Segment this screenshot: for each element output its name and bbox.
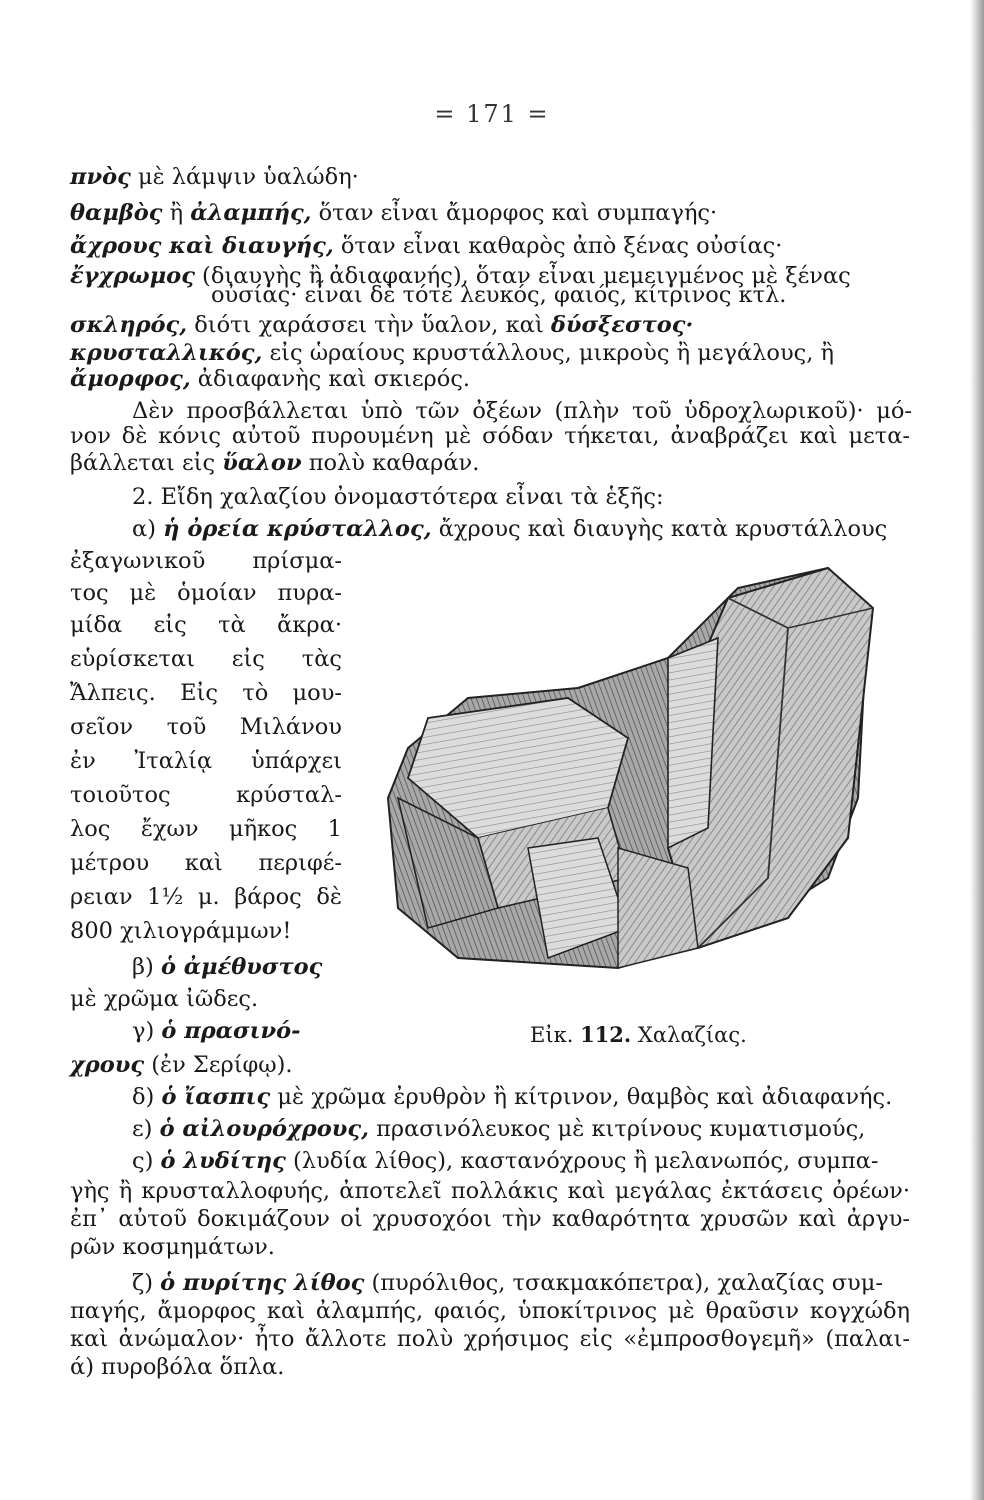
text-line: τος μὲ ὁμοίαν πυρα-: [70, 580, 342, 606]
text: μὲ χρῶμα ἐρυθρὸν ἢ κίτρινον, θαμβὸς καὶ ἀδιαφανής.: [270, 1084, 893, 1110]
text-line: [70, 1050, 293, 1080]
text-line: [132, 514, 887, 544]
text: μὲ λάμψιν ὑαλώδη·: [130, 164, 359, 190]
text-line: ρῶν κοσμημάτων.: [70, 1234, 275, 1260]
term: ἄχρους καὶ διαυγής,: [70, 233, 334, 259]
text-line: [132, 1114, 865, 1144]
text: (λυδία λίθος), καστανόχρους ἢ μελανωπός, συμπα-: [285, 1148, 879, 1174]
term: ἀλαμπής,: [190, 200, 312, 226]
text: ς): [132, 1148, 161, 1174]
text: πολὺ καθαράν.: [301, 450, 480, 476]
text-line: [70, 198, 717, 228]
text: βάλλεται εἰς: [70, 450, 223, 476]
term: ἔγχρωμος: [70, 263, 195, 289]
text: ὅταν εἶναι καθαρὸς ἀπὸ ξένας οὐσίας·: [333, 233, 783, 259]
text: πρασινόλευκος μὲ κιτρίνους κυματισμούς,: [368, 1116, 866, 1142]
text: ε): [132, 1116, 160, 1142]
term: ὁ πρασινό-: [161, 1018, 301, 1044]
term: χρους: [70, 1052, 145, 1078]
term: σκληρός,: [70, 312, 188, 338]
page-number: = 171 =: [434, 100, 550, 128]
caption-prefix: Εἰκ.: [530, 1023, 574, 1047]
text-line: Δὲν προσβάλλεται ὑπὸ τῶν ὀξέων (πλὴν τοῦ ὑδροχλωρικοῦ)· μό-: [132, 398, 912, 424]
term: ἄμορφος,: [70, 366, 191, 392]
term: ὁ ἴασπις: [161, 1084, 271, 1110]
text: ἀδιαφανὴς καὶ σκιερός.: [190, 366, 471, 392]
term: δύσξεστος·: [550, 312, 694, 338]
text: δ): [132, 1084, 162, 1110]
text: (πυρόλιθος, τσακμακόπετρα), χαλαζίας συμ-: [364, 1270, 883, 1296]
text-line: [132, 952, 322, 982]
text-line: [132, 1082, 892, 1112]
text: ὅταν εἶναι ἄμορφος καὶ συμπαγής·: [311, 200, 718, 226]
text-line: τοιοῦτος κρύσταλ-: [70, 782, 342, 808]
text-line: ἐπ᾽ αὐτοῦ δοκιμάζουν οἱ χρυσοχόοι τὴν καθαρότητα χρυσῶν καὶ ἀργυ-: [70, 1206, 910, 1232]
text-line: ἐν Ἰταλίᾳ ὑπάρχει: [70, 748, 342, 774]
text-line: παγής, ἄμορφος καὶ ἀλαμπής, φαιός, ὑποκίτρινος μὲ θραῦσιν κογχώδη: [70, 1298, 910, 1324]
term: ὁ αἰλουρόχρους,: [159, 1116, 369, 1142]
text-line: [132, 1268, 883, 1298]
text-line: [70, 364, 470, 394]
text-line: ά) πυροβόλα ὅπλα.: [70, 1354, 285, 1380]
text-line: λος ἔχων μῆκος 1: [70, 816, 342, 842]
text: ἄχρους καὶ διαυγὴς κατὰ κρυστάλλους: [431, 516, 888, 542]
text-line: εὑρίσκεται εἰς τὰς: [70, 646, 342, 672]
text-line: 800 χιλιογράμμων!: [70, 918, 292, 944]
term: ἡ ὀρεία κρύσταλλος,: [163, 516, 432, 542]
text: α): [132, 516, 164, 542]
quartz-crystal-illustration: [368, 548, 880, 984]
text-line: καὶ ἀνώμαλον· ἦτο ἄλλοτε πολὺ χρήσιμος εἰς «ἐμπροσθογεμῆ» (παλαι-: [70, 1326, 910, 1352]
text-line: νον δὲ κόνις αὐτοῦ πυρουμένη μὲ σόδαν τήκεται, ἀναβράζει καὶ μετα-: [70, 423, 910, 449]
text-line: 2. Εἴδη χαλαζίου ὀνομαστότερα εἶναι τὰ ἑξῆς:: [132, 484, 664, 510]
text-line: [132, 1016, 300, 1046]
text-line: [70, 448, 479, 478]
text-line: σεῖον τοῦ Μιλάνου: [70, 714, 342, 740]
text: ἢ: [162, 200, 191, 226]
text: εἰς ὡραίους κρυστάλλους, μικροὺς ἢ μεγάλους, ἢ: [262, 340, 835, 366]
text-line: [70, 310, 693, 340]
caption-text: Χαλαζίας.: [637, 1023, 747, 1047]
text-line: μίδα εἰς τὰ ἄκρα·: [70, 612, 342, 638]
text-line: Ἄλπεις. Εἰς τὸ μου-: [70, 680, 342, 706]
term: πνὸς: [70, 164, 131, 190]
text-line: μέτρου καὶ περιφέ-: [70, 850, 342, 876]
text-line: ρειαν 1½ μ. βάρος δὲ: [70, 884, 342, 910]
figure-caption: [530, 1022, 747, 1047]
text: γ): [132, 1018, 162, 1044]
text-line: ἐξαγωνικοῦ πρίσμα-: [70, 548, 342, 574]
term: ὕαλον: [222, 450, 302, 476]
term: θαμβὸς: [70, 200, 163, 226]
term: ὁ λυδίτης: [160, 1148, 286, 1174]
caption-number: 112.: [580, 1022, 632, 1047]
text-line: γὴς ἢ κρυσταλλοφυής, ἀποτελεῖ πολλάκις καὶ μεγάλας ἐκτάσεις ὀρέων·: [70, 1178, 910, 1204]
text: (ἐν Σερίφῳ).: [144, 1052, 293, 1078]
term: ὁ ἀμέθυστος: [160, 954, 323, 980]
term: ὁ πυρίτης λίθος: [160, 1270, 365, 1296]
text: ζ): [132, 1270, 161, 1296]
text-line: μὲ χρῶμα ἰῶδες.: [70, 986, 259, 1012]
text-line: [70, 231, 782, 261]
text-line: οὐσίας· εἶναι δὲ τότε λευκός, φαιός, κίτρινος κτλ.: [211, 282, 787, 308]
text-line: [70, 162, 359, 192]
text: β): [132, 954, 161, 980]
text-line: [132, 1146, 879, 1176]
term: κρυσταλλικός,: [70, 340, 263, 366]
text: (διαυγὴς ἢ ἀδιαφανής), ὅταν εἶναι μεμειγμένος μὲ ξένας: [194, 263, 851, 289]
page-edge-shadow: [970, 0, 984, 1500]
text: διότι χαράσσει τὴν ὕαλον, καὶ: [187, 312, 551, 338]
